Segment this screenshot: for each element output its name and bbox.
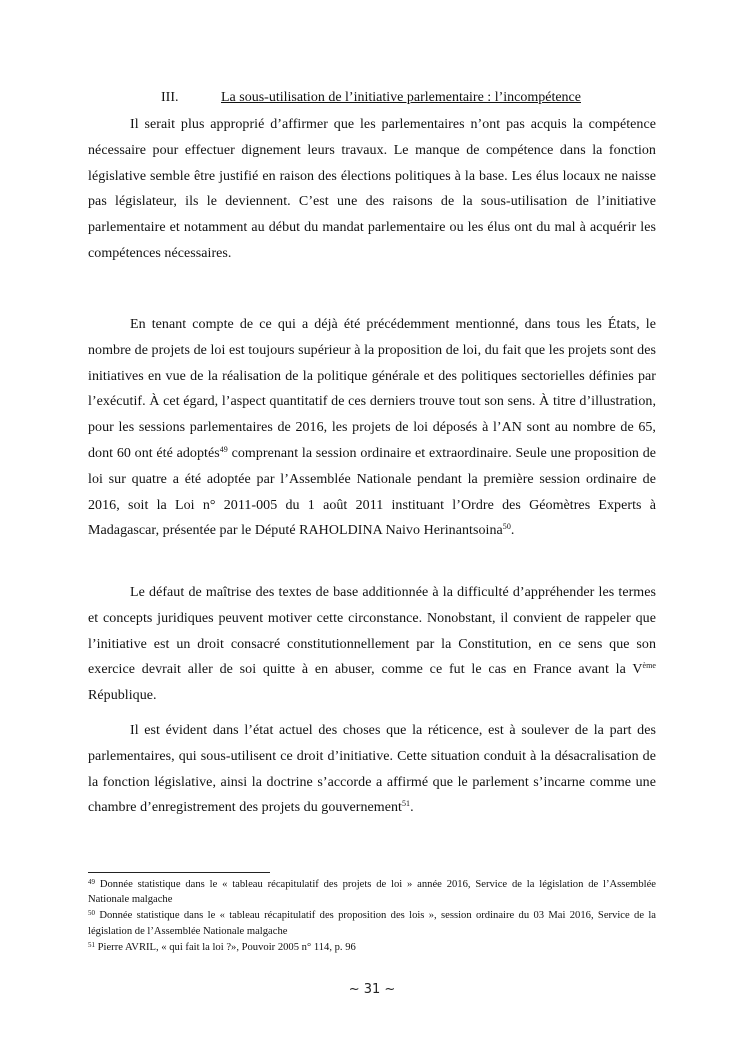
- paragraph-3-text-b: République.: [88, 688, 157, 704]
- footnote-51: [88, 940, 656, 955]
- footnote-text: Donnée statistique dans le « tableau récapitulatif des projets de loi » année 2016, Service de la législation de l’Assemblée Nationale malgache: [88, 879, 656, 906]
- footnotes: [88, 877, 656, 956]
- page-number: ~ 31 ~: [348, 982, 396, 997]
- paragraph-2-text-c: .: [510, 523, 515, 539]
- footnote-50: [88, 908, 656, 938]
- footnote-text: Donnée statistique dans le « tableau récapitulatif des proposition des lois », session ordinaire du 03 Mai 2016, Service de la législation de l’Assemblée Nationale malgache: [88, 910, 656, 937]
- document-page: [88, 0, 656, 1053]
- footnote-number: 51: [88, 940, 95, 949]
- paragraph-2-text-b: comprenant la session ordinaire et extraordinaire. Seule une proposition de loi sur quatre a été adoptée par l’Assemblée Nationale pendant la première session ordinaire de 2016, soit la Loi n° 2011-005 du 1 août 2011 instituant l’Ordre des Géomètres Experts à Madagascar, présentée par le Député RAHOLDINA Naivo Herinantsoina: [88, 445, 657, 539]
- paragraph-4-text-a: Il est évident dans l’état actuel des choses que la réticence, est à soulever de la part des parlementaires, qui sous-utilisent ce droit d’initiative. Cette situation conduit à la désacralisation de la fonction législative, ainsi la doctrine s’accorde a affirmé que le parlement s’incarne comme une chambre d’enregistrement des projets du gouvernement: [88, 723, 656, 816]
- section-title: La sous-utilisation de l’initiative parlementaire : l’incompétence: [221, 90, 581, 105]
- section-heading: [88, 88, 656, 108]
- footnote-49: [88, 877, 656, 907]
- footnote-ref-49: 49: [219, 444, 228, 454]
- paragraph-4: [88, 718, 656, 821]
- paragraph-4-text-b: .: [410, 800, 414, 816]
- ordinal-superscript: ème: [642, 661, 656, 671]
- footnote-number: 50: [88, 909, 95, 918]
- footnote-ref-50: 50: [502, 522, 511, 532]
- footnote-ref-51: 51: [402, 799, 411, 809]
- footnote-number: 49: [88, 878, 95, 886]
- paragraph-3-text-a: Le défaut de maîtrise des textes de base additionnée à la difficulté d’appréhender les termes et concepts juridiques peuvent motiver cette circonstance. Nonobstant, il convient de rappeler que l’initiative est un droit consacré constitutionnellement par la Constitution, en ce sens que son exercice devrait aller de soi quitte à en abuser, comme ce fut le cas en France avant la V: [88, 585, 656, 678]
- section-number: III.: [161, 90, 179, 105]
- paragraph-2: [88, 312, 656, 544]
- footnote-separator: [88, 872, 270, 873]
- footnote-text: Pierre AVRIL, « qui fait la loi ?», Pouvoir 2005 n° 114, p. 96: [95, 941, 356, 953]
- paragraph-2-text-a: En tenant compte de ce qui a déjà été précédemment mentionné, dans tous les États, le nombre de projets de loi est toujours supérieur à la proposition de loi, du fait que les projets sont des initiatives en vue de la réalisation de la politique générale et des politiques sectorielles définies par l’exécutif. À cet égard, l’aspect quantitatif de ces derniers trouve tout son sens. À titre d’illustration, pour les sessions parlementaires de 2016, les projets de loi déposés à l’AN sont au nombre de 65, dont 60 ont été adoptés: [88, 317, 656, 461]
- paragraph-3: [88, 580, 656, 709]
- paragraph-1: Il serait plus approprié d’affirmer que les parlementaires n’ont pas acquis la compétence nécessaire pour effectuer dignement leurs travaux. Le manque de compétence dans la fonction législative semble être justifié en raison des élections politiques à la base. Les élus locaux ne naisse pas législateur, ils le deviennent. C’est une des raisons de la sous-utilisation de l’initiative parlementaire et notamment au début du mandat parlementaire ou les élus ont du mal à acquérir les compétences nécessaires.: [88, 117, 656, 261]
